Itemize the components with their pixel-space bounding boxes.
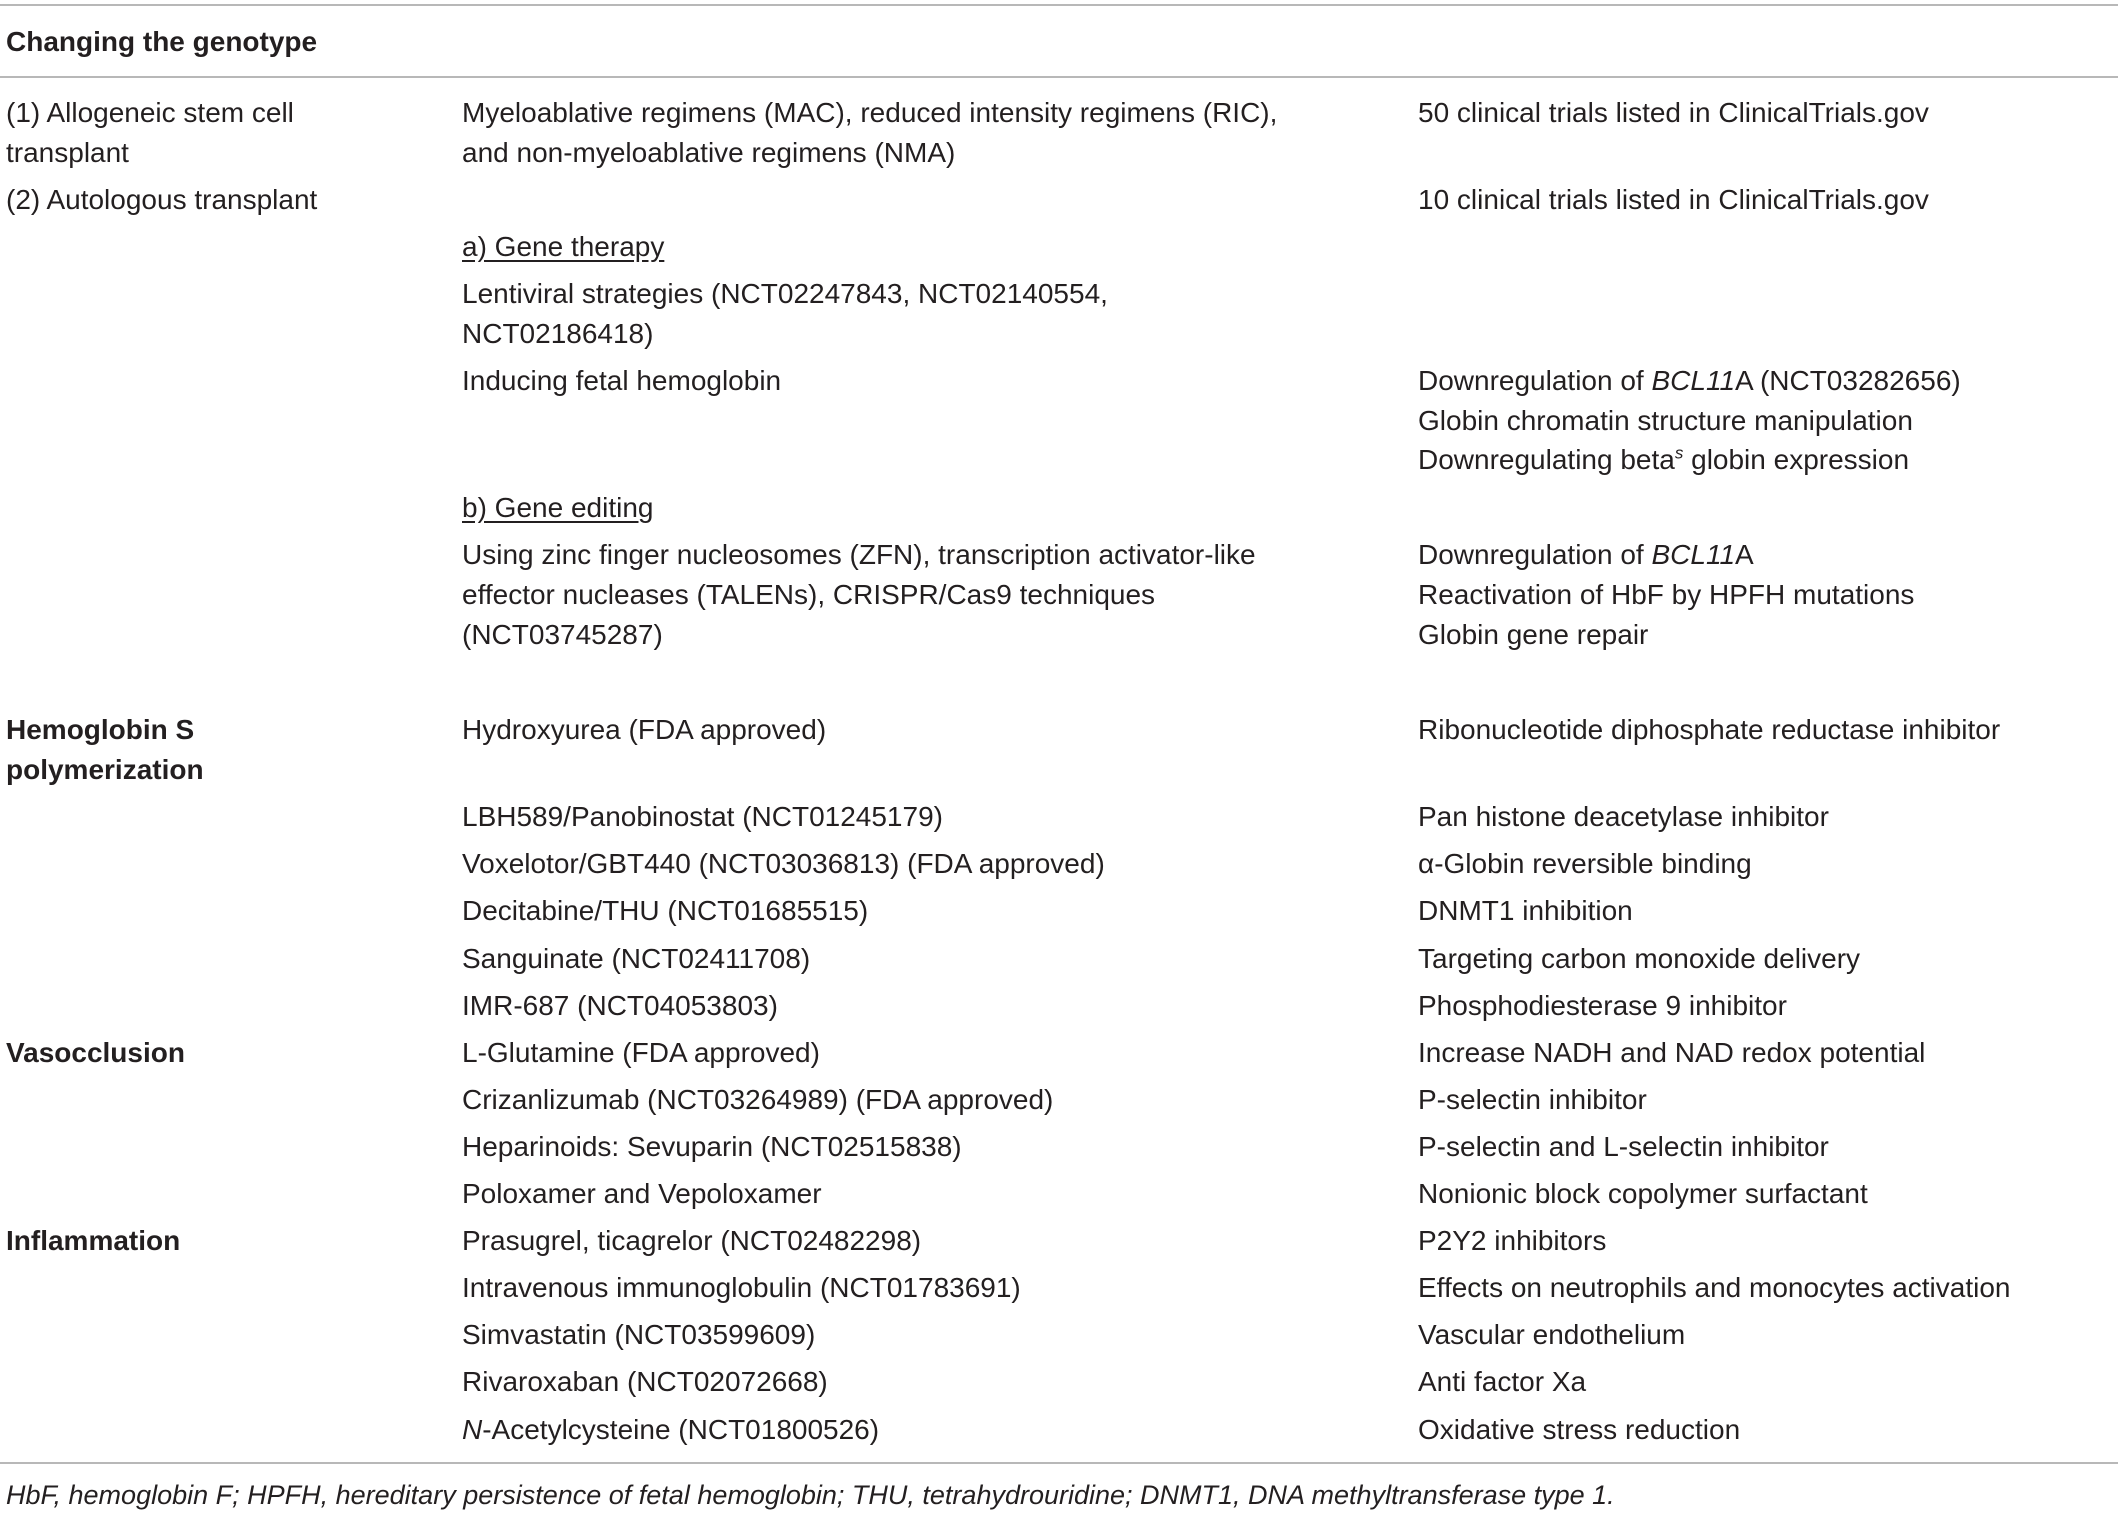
- vasocclusion-mechanism: Nonionic block copolymer surfactant: [1418, 1178, 1868, 1209]
- polymerization-treatment: Hydroxyurea (FDA approved): [462, 714, 827, 745]
- gene-editing-heading: b) Gene editing: [462, 492, 654, 523]
- allogeneic-label-cont: transplant: [6, 137, 129, 168]
- polymerization-mechanism: Phosphodiesterase 9 inhibitor: [1418, 990, 1787, 1021]
- vasocclusion-treatment: Poloxamer and Vepoloxamer: [462, 1178, 822, 1209]
- inflammation-treatment: Intravenous immunoglobulin (NCT01783691): [462, 1272, 1021, 1303]
- section-heading-vasocclusion: Vasocclusion: [6, 1037, 185, 1068]
- allogeneic-label: (1) Allogeneic stem cell: [6, 97, 294, 128]
- fetal-mechanism-1: Downregulation of BCL11A (NCT03282656): [1418, 365, 1961, 396]
- polymerization-treatment: LBH589/Panobinostat (NCT01245179): [462, 801, 943, 832]
- autologous-label: (2) Autologous transplant: [6, 184, 318, 215]
- gene-editing-techniques: Using zinc finger nucleosomes (ZFN), transcription activator-like: [462, 539, 1256, 570]
- inflammation-mechanism: Oxidative stress reduction: [1418, 1414, 1741, 1445]
- allogeneic-regimens-cont: and non-myeloablative regimens (NMA): [462, 137, 956, 168]
- inflammation-mechanism: Effects on neutrophils and monocytes activation: [1418, 1272, 2011, 1303]
- heading-rule: [0, 76, 2118, 78]
- inducing-fetal-hemoglobin: Inducing fetal hemoglobin: [462, 365, 782, 396]
- vasocclusion-treatment: Crizanlizumab (NCT03264989) (FDA approved): [462, 1084, 1054, 1115]
- vasocclusion-mechanism: P-selectin and L-selectin inhibitor: [1418, 1131, 1829, 1162]
- polymerization-mechanism: DNMT1 inhibition: [1418, 895, 1633, 926]
- inflammation-treatment: Rivaroxaban (NCT02072668): [462, 1366, 828, 1397]
- gene-therapy-heading: a) Gene therapy: [462, 231, 665, 262]
- top-rule: [0, 4, 2118, 6]
- polymerization-treatment: Voxelotor/GBT440 (NCT03036813) (FDA approved): [462, 848, 1105, 879]
- fetal-mechanism-2: Globin chromatin structure manipulation: [1418, 405, 1913, 436]
- vasocclusion-treatment: L-Glutamine (FDA approved): [462, 1037, 820, 1068]
- editing-mechanism-2: Reactivation of HbF by HPFH mutations: [1418, 579, 1915, 610]
- polymerization-treatment: Sanguinate (NCT02411708): [462, 943, 811, 974]
- section-heading-inflammation: Inflammation: [6, 1225, 181, 1256]
- inflammation-treatment: N-Acetylcysteine (NCT01800526): [462, 1414, 880, 1445]
- allogeneic-trials: 50 clinical trials listed in ClinicalTrials.gov: [1418, 97, 1929, 128]
- polymerization-mechanism: Pan histone deacetylase inhibitor: [1418, 801, 1829, 832]
- editing-mechanism-1: Downregulation of BCL11A: [1418, 539, 1754, 570]
- editing-mechanism-3: Globin gene repair: [1418, 619, 1649, 650]
- inflammation-mechanism: Vascular endothelium: [1418, 1319, 1686, 1350]
- section-heading-genotype: Changing the genotype: [6, 26, 318, 57]
- inflammation-mechanism: Anti factor Xa: [1418, 1366, 1587, 1397]
- section-heading-polymerization-cont: polymerization: [6, 754, 204, 785]
- vasocclusion-treatment: Heparinoids: Sevuparin (NCT02515838): [462, 1131, 962, 1162]
- allogeneic-regimens: Myeloablative regimens (MAC), reduced intensity regimens (RIC),: [462, 97, 1278, 128]
- polymerization-mechanism: α-Globin reversible binding: [1418, 848, 1752, 879]
- gene-editing-techniques-cont2: (NCT03745287): [462, 619, 663, 650]
- fetal-mechanism-3: Downregulating beta$^s$ globin expression: [1418, 443, 1910, 475]
- section-heading-polymerization: Hemoglobin S: [6, 714, 195, 745]
- inflammation-treatment: Simvastatin (NCT03599609): [462, 1319, 816, 1350]
- gene-editing-techniques-cont: effector nucleases (TALENs), CRISPR/Cas9 techniques: [462, 579, 1156, 610]
- polymerization-mechanism: Ribonucleotide diphosphate reductase inhibitor: [1418, 714, 2001, 745]
- vasocclusion-mechanism: P-selectin inhibitor: [1418, 1084, 1647, 1115]
- autologous-trials: 10 clinical trials listed in ClinicalTrials.gov: [1418, 184, 1929, 215]
- inflammation-treatment: Prasugrel, ticagrelor (NCT02482298): [462, 1225, 922, 1256]
- polymerization-mechanism: Targeting carbon monoxide delivery: [1418, 943, 1861, 974]
- table-footnote: HbF, hemoglobin F; HPFH, hereditary persistence of fetal hemoglobin; THU, tetrahydrouridine; DNMT1, DNA methyltransferase type 1.: [6, 1480, 1615, 1510]
- bottom-rule: [0, 1462, 2118, 1464]
- polymerization-treatment: IMR-687 (NCT04053803): [462, 990, 778, 1021]
- lentiviral-strategies-cont: NCT02186418): [462, 318, 654, 349]
- lentiviral-strategies: Lentiviral strategies (NCT02247843, NCT02140554,: [462, 278, 1108, 309]
- polymerization-treatment: Decitabine/THU (NCT01685515): [462, 895, 869, 926]
- vasocclusion-mechanism: Increase NADH and NAD redox potential: [1418, 1037, 1926, 1068]
- inflammation-mechanism: P2Y2 inhibitors: [1418, 1225, 1607, 1256]
